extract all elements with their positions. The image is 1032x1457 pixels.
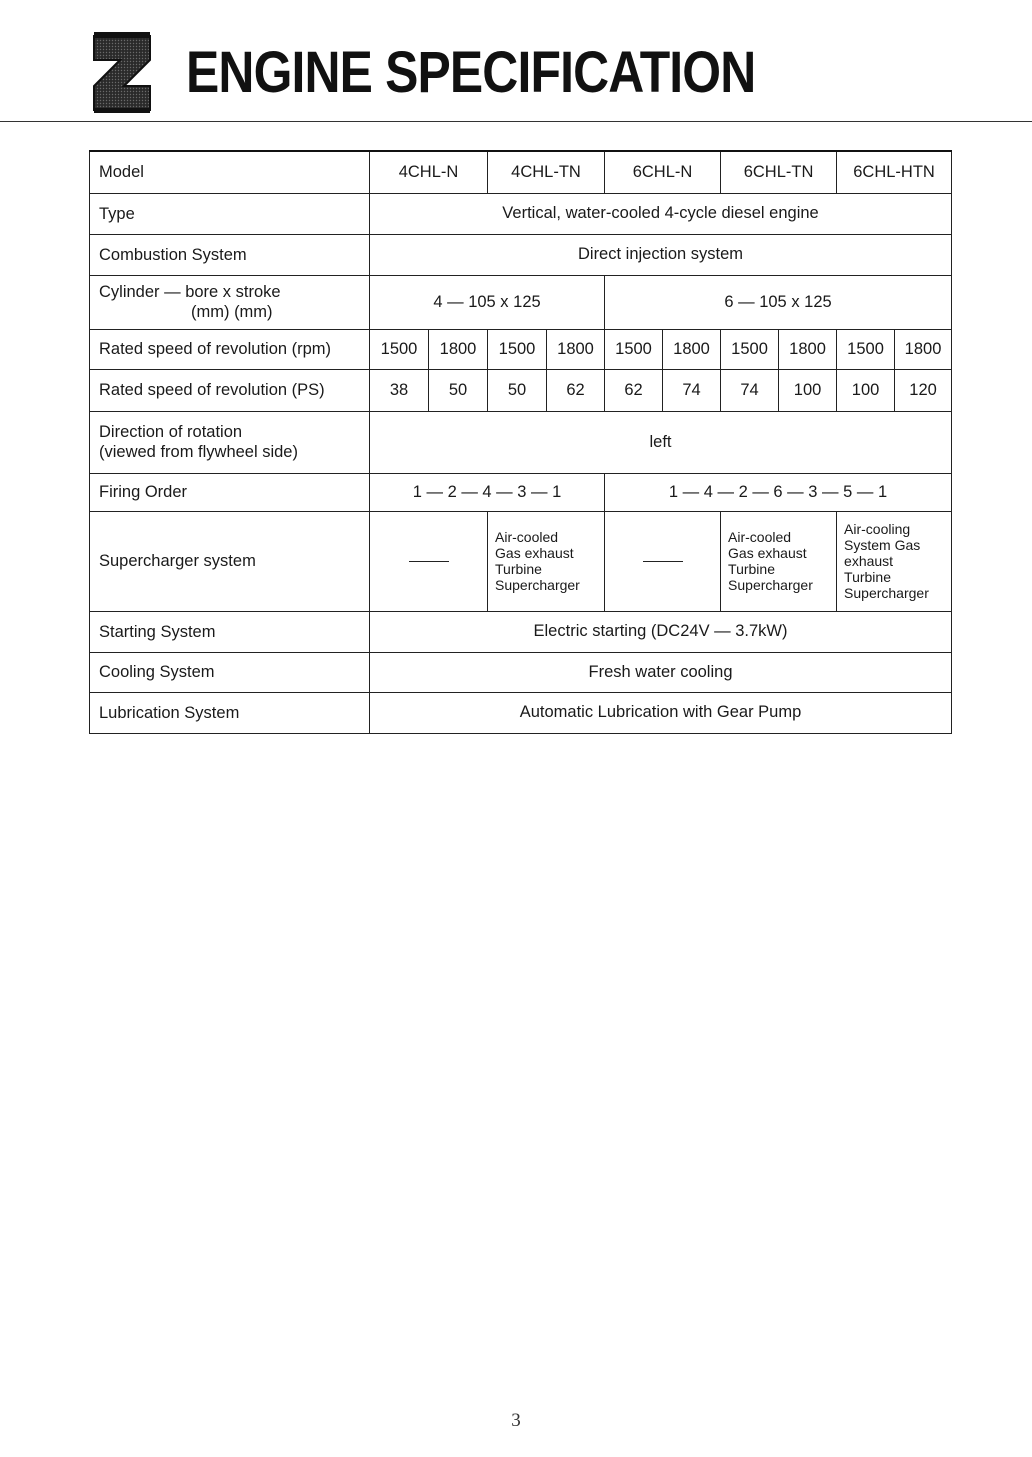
row-type	[90, 193, 952, 234]
supercharger-line: Gas exhaust	[728, 545, 807, 561]
supercharger-4chl-tn	[488, 511, 605, 611]
supercharger-line: Supercharger	[728, 577, 813, 593]
supercharger-6chl-tn	[721, 511, 837, 611]
label-cylinder	[90, 275, 370, 329]
model-6chl-n: 6CHL-N	[605, 151, 721, 193]
engine-spec-table	[89, 150, 952, 734]
row-rated-rpm	[90, 329, 952, 369]
model-6chl-tn: 6CHL-TN	[721, 151, 837, 193]
supercharger-none-6chl-n	[605, 511, 721, 611]
label-model: Model	[90, 151, 370, 193]
label-lubrication: Lubrication System	[90, 692, 370, 733]
model-4chl-tn: 4CHL-TN	[488, 151, 605, 193]
label-rated-rpm: Rated speed of revolution (rpm)	[90, 329, 370, 369]
row-combustion	[90, 234, 952, 275]
ps-cell: 38	[370, 369, 429, 411]
model-6chl-htn: 6CHL-HTN	[837, 151, 952, 193]
rpm-cell: 1500	[605, 329, 663, 369]
chapter-z-emblem-icon	[90, 30, 154, 114]
row-firing	[90, 473, 952, 511]
rpm-cell: 1800	[779, 329, 837, 369]
firing-6: 1 — 4 — 2 — 6 — 3 — 5 — 1	[605, 473, 952, 511]
label-direction	[90, 411, 370, 473]
supercharger-line: System Gas	[844, 537, 921, 553]
firing-4: 1 — 2 — 4 — 3 — 1	[370, 473, 605, 511]
row-cooling	[90, 652, 952, 692]
header-rule	[0, 121, 1032, 122]
combustion-value: Direct injection system	[370, 234, 952, 275]
label-cylinder-line1: Cylinder — bore x stroke	[99, 283, 281, 301]
label-direction-line1: Direction of rotation	[99, 423, 243, 441]
label-combustion: Combustion System	[90, 234, 370, 275]
supercharger-line: exhaust	[844, 553, 894, 569]
supercharger-line: Air-cooled	[495, 529, 559, 545]
supercharger-6chl-htn	[837, 511, 952, 611]
supercharger-line: Supercharger	[844, 585, 929, 601]
row-model	[90, 151, 952, 193]
ps-cell: 120	[895, 369, 952, 411]
label-starting: Starting System	[90, 611, 370, 652]
ps-cell: 50	[488, 369, 547, 411]
label-rated-ps: Rated speed of revolution (PS)	[90, 369, 370, 411]
supercharger-line: Air-cooling	[844, 521, 911, 537]
ps-cell: 74	[663, 369, 721, 411]
supercharger-line: Air-cooled	[728, 529, 792, 545]
model-4chl-n: 4CHL-N	[370, 151, 488, 193]
direction-value: left	[370, 411, 952, 473]
row-direction	[90, 411, 952, 473]
rpm-cell: 1800	[663, 329, 721, 369]
rpm-cell: 1500	[837, 329, 895, 369]
ps-cell: 100	[837, 369, 895, 411]
lubrication-value: Automatic Lubrication with Gear Pump	[370, 692, 952, 733]
supercharger-line: Turbine	[495, 561, 542, 577]
row-cylinder	[90, 275, 952, 329]
row-supercharger	[90, 511, 952, 611]
label-type: Type	[90, 193, 370, 234]
supercharger-line: Gas exhaust	[495, 545, 574, 561]
ps-cell: 100	[779, 369, 837, 411]
cooling-value: Fresh water cooling	[370, 652, 952, 692]
cylinder-4: 4 — 105 x 125	[370, 275, 605, 329]
rpm-cell: 1800	[895, 329, 952, 369]
supercharger-line: Turbine	[728, 561, 775, 577]
page-title: ENGINE SPECIFICATION	[186, 40, 756, 105]
ps-cell: 62	[547, 369, 605, 411]
row-lubrication	[90, 692, 952, 733]
cylinder-6: 6 — 105 x 125	[605, 275, 952, 329]
supercharger-line: Turbine	[844, 569, 891, 585]
ps-cell: 50	[429, 369, 488, 411]
starting-value: Electric starting (DC24V — 3.7kW)	[370, 611, 952, 652]
page-header	[90, 30, 990, 114]
dash-mark	[409, 561, 449, 562]
label-firing: Firing Order	[90, 473, 370, 511]
row-starting	[90, 611, 952, 652]
supercharger-line: Supercharger	[495, 577, 580, 593]
rpm-cell: 1800	[547, 329, 605, 369]
rpm-cell: 1800	[429, 329, 488, 369]
rpm-cell: 1500	[721, 329, 779, 369]
label-supercharger: Supercharger system	[90, 511, 370, 611]
supercharger-none-4chl-n	[370, 511, 488, 611]
dash-mark	[643, 561, 683, 562]
page-number: 3	[511, 1410, 521, 1431]
ps-cell: 62	[605, 369, 663, 411]
type-value: Vertical, water-cooled 4-cycle diesel engine	[370, 193, 952, 234]
rpm-cell: 1500	[370, 329, 429, 369]
label-cylinder-line2: (mm) (mm)	[191, 303, 273, 321]
ps-cell: 74	[721, 369, 779, 411]
rpm-cell: 1500	[488, 329, 547, 369]
label-direction-line2: (viewed from flywheel side)	[99, 443, 298, 461]
label-cooling: Cooling System	[90, 652, 370, 692]
row-rated-ps	[90, 369, 952, 411]
